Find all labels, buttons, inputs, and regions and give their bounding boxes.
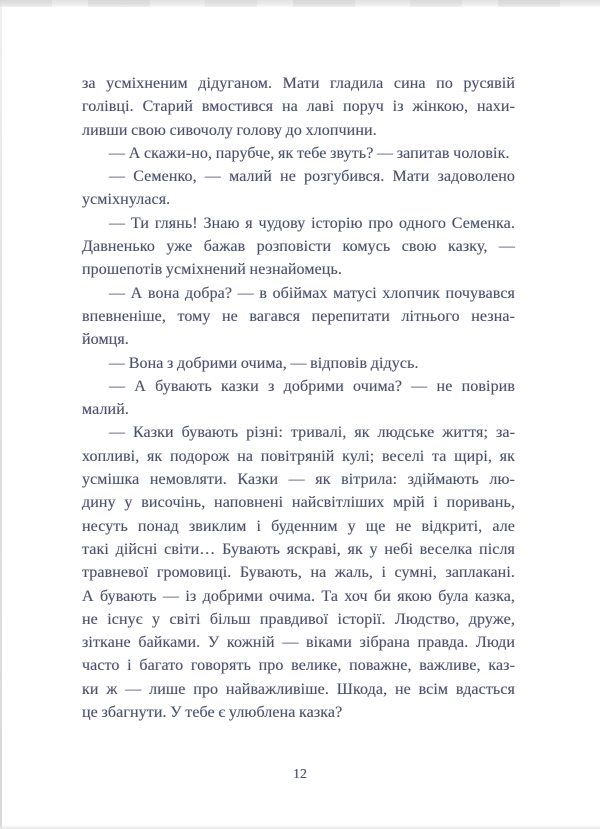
text-line: дину у височінь, наповнені найсвітліших мрій і поривань, [82, 494, 515, 512]
text-line: це збагнути. У тебе є улюблена казка? [82, 704, 343, 722]
text-line: — А вона добра? — в обіймах матусі хлопчик почувався [109, 284, 515, 302]
text-line: не існує у світі більш правдивої історії. Людство, друже, [82, 610, 515, 628]
text-line: — Казки бувають різні: тривалі, як людське життя; за- [109, 424, 515, 442]
text-line: впевненіше, тому не вагався перепитати літнього незна- [82, 307, 515, 325]
scan-artifact-bottom-strip [0, 825, 600, 829]
paragraph [82, 282, 515, 352]
paragraph [82, 352, 515, 375]
text-line: усміхнулася. [82, 191, 171, 209]
text-line: голівці. Старий вмостився на лаві поруч із жінкою, нахи- [82, 98, 515, 116]
text-line: — Ти глянь! Знаю я чудову історію про одного Семенка. [109, 214, 515, 232]
paragraph [82, 421, 515, 724]
paragraph [82, 72, 515, 142]
text-line: такі дійсні світи… Бувають яскраві, як у небі веселка після [82, 540, 515, 558]
paragraph [82, 142, 515, 165]
text-line: — А бувають казки з добрими очима? — не повірив [109, 377, 515, 395]
text-line: ливши свою сивочолу голову до хлопчини. [82, 121, 377, 139]
text-line: Давненько уже бажав розповісти комусь свою казку, — [82, 238, 515, 256]
paragraph [82, 375, 515, 422]
paragraph [82, 212, 515, 282]
text-line: прошепотів усміхнений незнайомець. [82, 261, 342, 279]
text-line: йомця. [82, 331, 129, 349]
text-line: ки ж — лише про найважливіше. Шкода, не всім вдасться [82, 680, 515, 698]
text-line: часто і багато говорять про велике, поважне, важливе, каз- [82, 657, 515, 675]
text-line: А бувають — із добрими очима. Та хоч би якою була казка, [82, 587, 515, 605]
text-line: хопливі, як подорож на повітряній кулі; веселі та щирі, як [82, 447, 515, 465]
page-number: 12 [293, 767, 307, 782]
text-line: — А скажи-но, парубче, як тебе звуть? — запитав чоловік. [109, 144, 510, 162]
text-block [82, 72, 515, 724]
text-line: малий. [82, 401, 129, 419]
text-line: травневої громовиці. Бувають, на жаль, і сумні, заплакані. [82, 564, 515, 582]
text-line: — Семенко, — малий не розгубився. Мати задоволено [109, 168, 515, 186]
text-line: — Вона з добрими очима, — відповів дідусь. [109, 354, 419, 372]
scan-artifact-top-strip [0, 0, 600, 7]
scan-artifact-left-edge [0, 0, 2, 829]
text-line: усмішка немовляти. Казки — як вітрила: здіймають лю- [82, 471, 515, 489]
text-line: за усміхненим дідуганом. Мати гладила сина по русявій [82, 75, 515, 92]
paragraph [82, 165, 515, 212]
text-line: несуть понад звиклим і буденним у ще не відкриті, але [82, 517, 515, 535]
text-line: зіткане байками. У кожній — віками зібрана правда. Люди [82, 634, 515, 652]
